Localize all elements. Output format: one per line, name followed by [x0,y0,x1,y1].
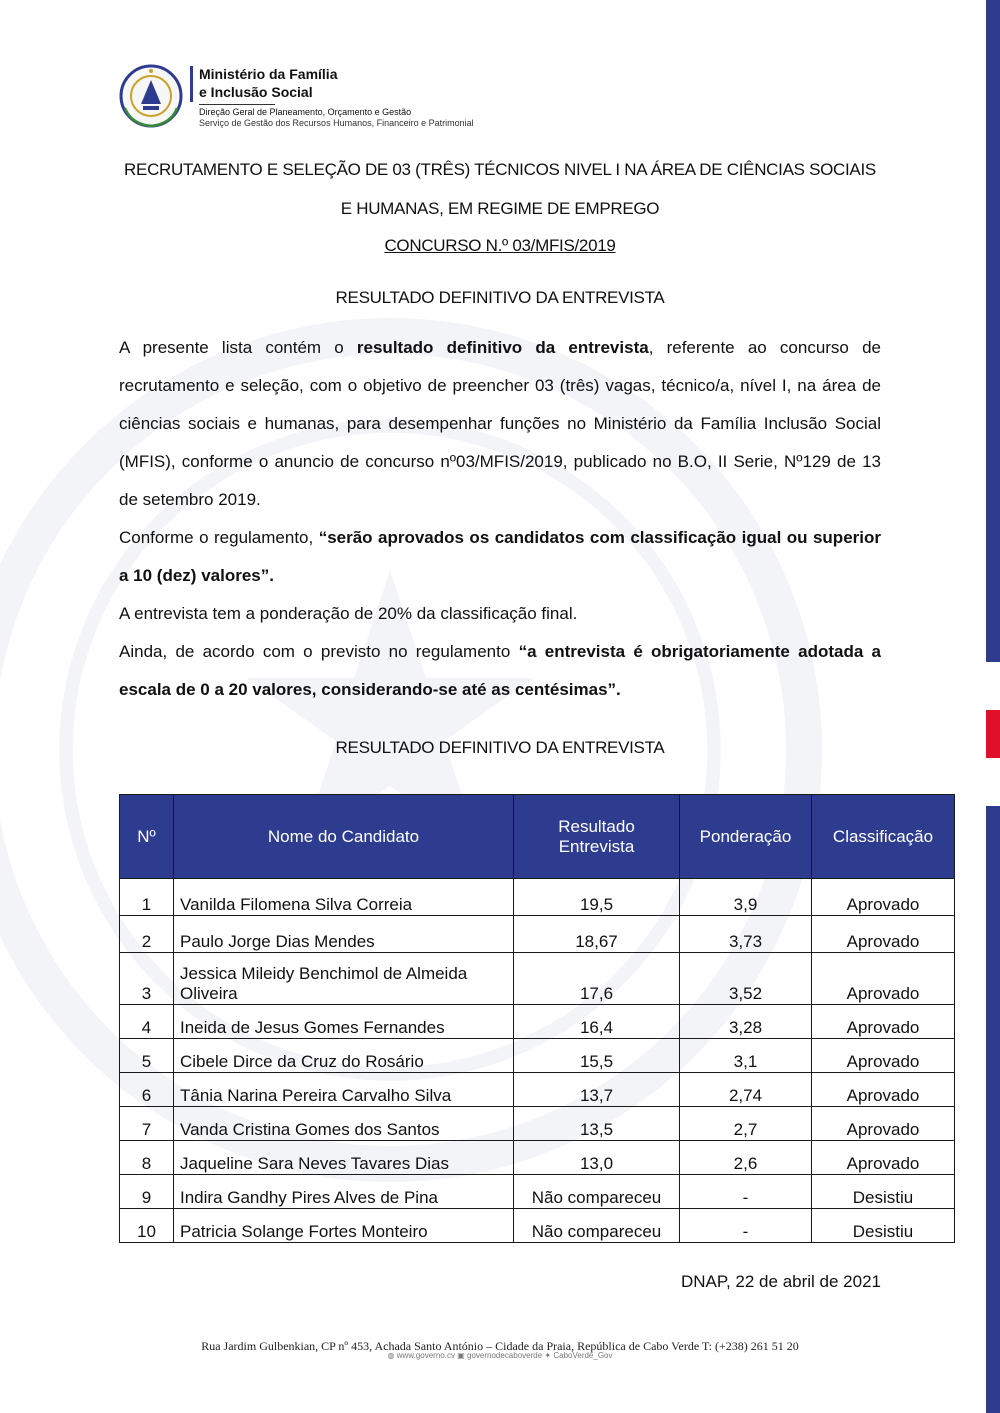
cell-name: Indira Gandhy Pires Alves de Pina [174,1175,514,1209]
cell-number: 4 [120,1005,174,1039]
table-row [120,1039,955,1073]
regulation-paragraph: Conforme o regulamento, “serão aprovados os candidatos com classificação igual ou superior a 10 (dez) valores”. [119,528,881,585]
cell-weight: - [680,1209,812,1243]
cell-classification: Aprovado [812,1107,955,1141]
cell-result: 18,67 [514,916,680,953]
letterhead [117,62,537,132]
cell-result: 17,6 [514,953,680,1005]
weighting-paragraph: A entrevista tem a ponderação de 20% da classificação final. [119,604,578,623]
table-row [120,953,955,1005]
cell-name: Jaqueline Sara Neves Tavares Dias [174,1141,514,1175]
cell-number: 8 [120,1141,174,1175]
cell-classification: Desistiu [812,1209,955,1243]
cell-name: Patricia Solange Fortes Monteiro [174,1209,514,1243]
cell-classification: Aprovado [812,953,955,1005]
twitter-icon: ✦ [544,1351,552,1360]
scale-paragraph: Ainda, de acordo com o previsto no regulamento “a entrevista é obrigatoriamente adotada a escala de 0 a 20 valores, considerando-se até as centésimas”. [119,642,881,699]
cell-weight: 3,73 [680,916,812,953]
results-table [119,794,955,1243]
cell-name: Vanda Cristina Gomes dos Santos [174,1107,514,1141]
cell-number: 3 [120,953,174,1005]
ministry-name: Ministério da Família e Inclusão Social [199,66,338,100]
cell-weight: 2,7 [680,1107,812,1141]
table-row [120,1141,955,1175]
department-name: Direção Geral de Planeamento, Orçamento e Gestão [199,107,412,117]
cell-number: 9 [120,1175,174,1209]
side-stripe-red [986,710,1000,758]
national-emblem-icon [117,62,185,130]
table-row [120,879,955,916]
document-date: DNAP, 22 de abril de 2021 [680,1272,881,1291]
col-header-number: Nº [120,795,174,879]
cell-number: 2 [120,916,174,953]
cell-number: 6 [120,1073,174,1107]
col-header-name: Nome do Candidato [174,795,514,879]
table-row [120,1073,955,1107]
cell-classification: Aprovado [812,879,955,916]
cell-result: 16,4 [514,1005,680,1039]
footer-links [0,1351,1000,1360]
cell-result: 15,5 [514,1039,680,1073]
contest-number: CONCURSO N.º 03/MFIS/2019 [384,236,616,255]
cell-name: Tânia Narina Pereira Carvalho Silva [174,1073,514,1107]
section-title: RESULTADO DEFINITIVO DA ENTREVISTA [335,288,665,307]
table-row [120,1005,955,1039]
intro-paragraph: A presente lista contém o resultado definitivo da entrevista, referente ao concurso de recrutamento e seleção, com o objetivo de preencher 03 (três) vagas, técnico/a, nível I, na área de ciências sociais e humanas, para desempenhar funções no Ministério da Família Inclusão Social (MFIS), conforme o anuncio de concurso nº03/MFIS/2019, publicado no B.O, II Serie, Nº129 de 13 de setembro 2019. [119,338,881,509]
twitter-link[interactable]: CaboVerde_Gov [553,1351,613,1360]
service-name: Serviço de Gestão dos Recursos Humanos, Financeiro e Patrimonial [199,118,474,128]
cell-result: 19,5 [514,879,680,916]
cell-classification: Aprovado [812,1141,955,1175]
cell-result: Não compareceu [514,1209,680,1243]
cell-number: 5 [120,1039,174,1073]
cell-weight: 3,28 [680,1005,812,1039]
cell-weight: 3,1 [680,1039,812,1073]
table-row [120,1175,955,1209]
col-header-classification: Classificação [812,795,955,879]
document-title-line1: RECRUTAMENTO E SELEÇÃO DE 03 (TRÊS) TÉCNICOS NIVEL I NA ÁREA DE CIÊNCIAS SOCIAIS [124,160,876,179]
cell-result: 13,0 [514,1141,680,1175]
cell-classification: Desistiu [812,1175,955,1209]
cell-weight: 3,9 [680,879,812,916]
side-stripe-blue-top [986,0,1000,662]
cell-classification: Aprovado [812,1039,955,1073]
ministry-accent-bar [190,66,193,102]
cell-weight: 3,52 [680,953,812,1005]
document-title-line2: E HUMANAS, EM REGIME DE EMPREGO [340,199,660,218]
cell-weight: - [680,1175,812,1209]
cell-weight: 2,74 [680,1073,812,1107]
cell-name: Paulo Jorge Dias Mendes [174,916,514,953]
cell-classification: Aprovado [812,1073,955,1107]
cell-name: Vanilda Filomena Silva Correia [174,879,514,916]
cell-classification: Aprovado [812,1005,955,1039]
col-header-weight: Ponderação [680,795,812,879]
table-row [120,916,955,953]
side-stripe-blue-bottom [986,806,1000,1413]
col-header-result: Resultado Entrevista [514,795,680,879]
cell-result: 13,7 [514,1073,680,1107]
cell-number: 7 [120,1107,174,1141]
website-link[interactable]: www.governo.cv [396,1351,455,1360]
facebook-link[interactable]: governodecaboverde [467,1351,543,1360]
table-header-row [120,795,955,879]
cell-name: Jessica Mileidy Benchimol de Almeida Oliveira [174,953,514,1005]
cell-number: 10 [120,1209,174,1243]
table-title: RESULTADO DEFINITIVO DA ENTREVISTA [335,738,665,757]
header-divider [199,104,275,105]
cell-result: Não compareceu [514,1175,680,1209]
cell-name: Cibele Dirce da Cruz do Rosário [174,1039,514,1073]
cell-result: 13,5 [514,1107,680,1141]
globe-icon: ◍ [387,1351,395,1360]
footer-address: Rua Jardim Gulbenkian, CP nº 453, Achada Santo António – Cidade da Praia, República de Cabo Verde T: (+238) 261 51 20 [201,1339,799,1353]
cell-classification: Aprovado [812,916,955,953]
table-row [120,1107,955,1141]
table-row [120,1209,955,1243]
facebook-icon: ▣ [457,1351,465,1360]
cell-number: 1 [120,879,174,916]
cell-weight: 2,6 [680,1141,812,1175]
cell-name: Ineida de Jesus Gomes Fernandes [174,1005,514,1039]
